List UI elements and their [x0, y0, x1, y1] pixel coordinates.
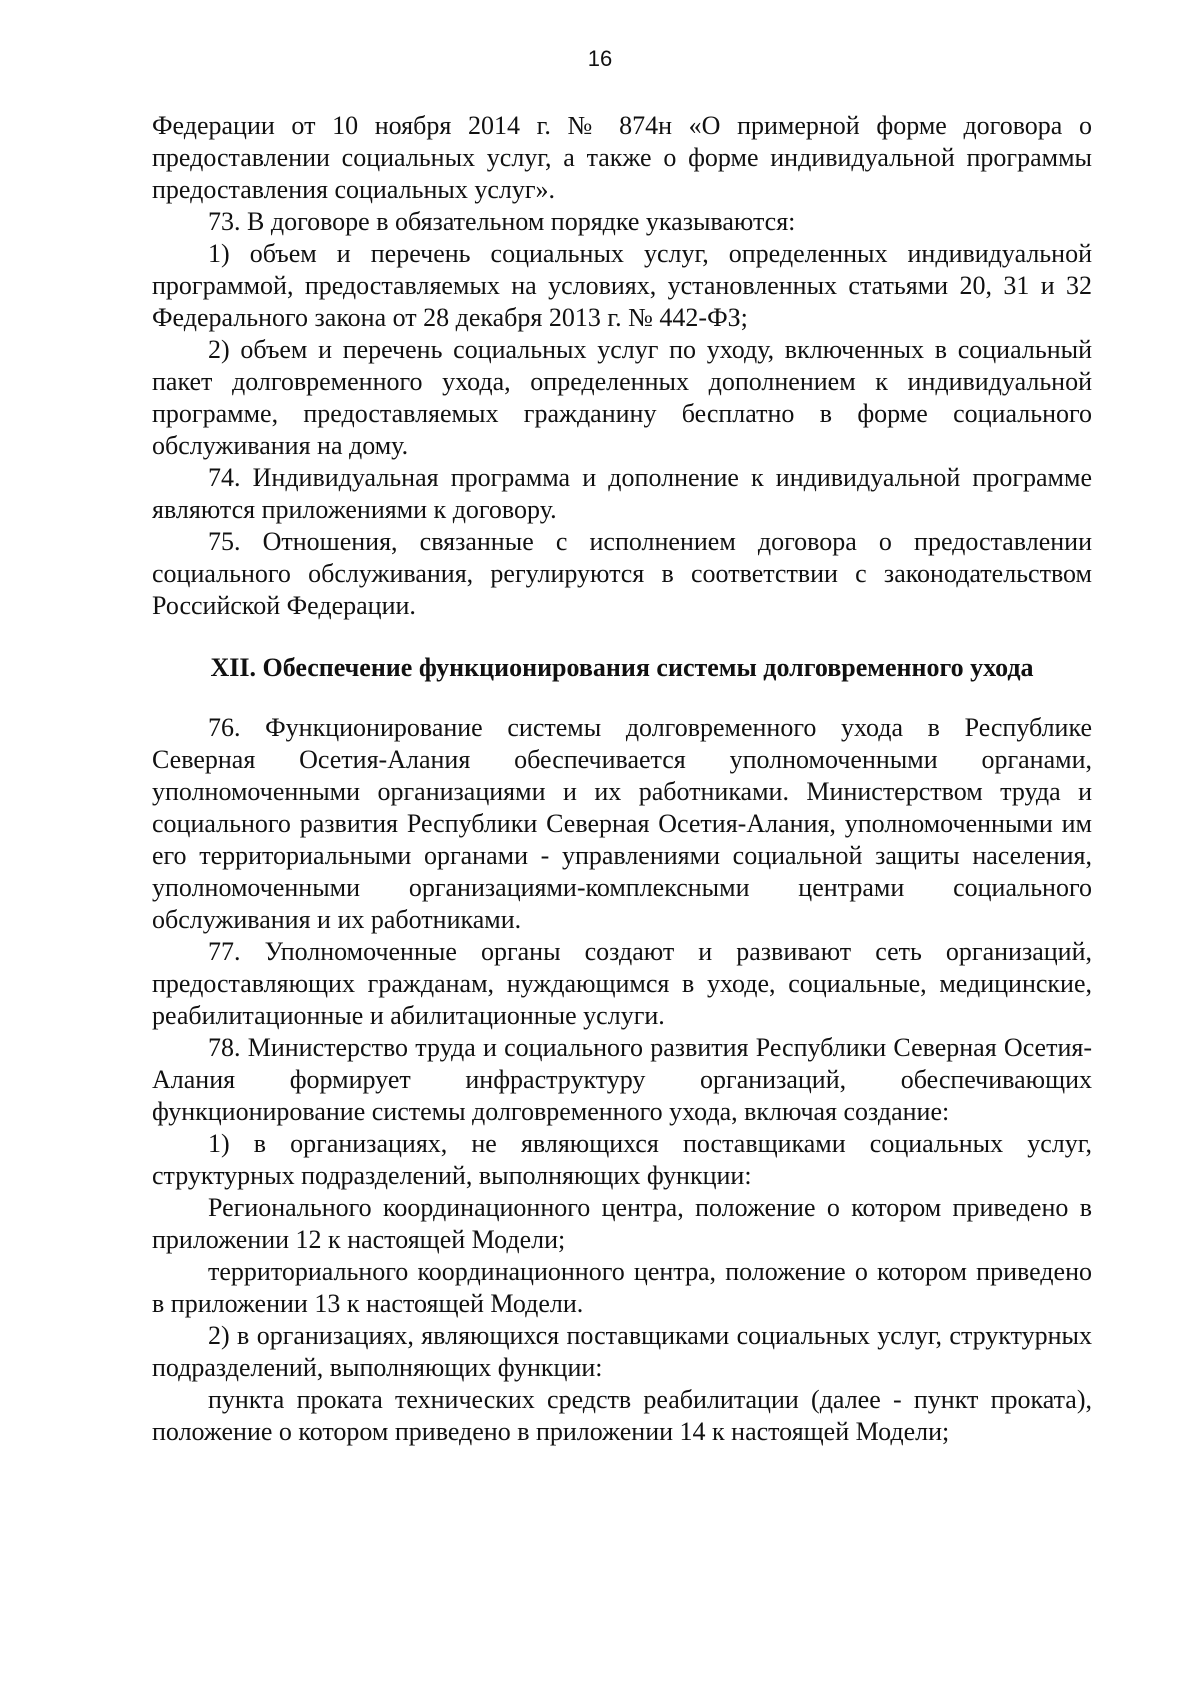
- paragraph-77: 77. Уполномоченные органы создают и развивают сеть организаций, предоставляющих гражданам, нуждающимся в уходе, социальные, медицинские, реабилитационные и абилитационные услуги.: [152, 937, 1092, 1030]
- paragraph-73: 73. В договоре в обязательном порядке указываются:: [208, 207, 796, 236]
- paragraph-76: 76. Функционирование системы долговременного ухода в Республике Северная Осетия-Алания обеспечивается уполномоченными органами, уполномоченными организациями и их работниками. Министерством труда и социального развития Республики Северная Осетия-Алания, уполномоченными им его территориальными органами - управлениями социальной защиты населения, уполномоченными организациями-комплексными центрами социального обслуживания и их работниками.: [152, 713, 1092, 934]
- paragraph-74: 74. Индивидуальная программа и дополнение к индивидуальной программе являются приложениями к договору.: [152, 463, 1092, 524]
- paragraph-78-item-1-regional-center: Регионального координационного центра, положение о котором приведено в приложении 12 к настоящей Модели;: [152, 1193, 1092, 1254]
- paragraph-78-item-1-territorial-center: территориального координационного центра, положение о котором приведено в приложении 13 к настоящей Модели.: [152, 1257, 1092, 1318]
- paragraph-78-item-2: 2) в организациях, являющихся поставщиками социальных услуг, структурных подразделений, выполняющих функции:: [152, 1321, 1092, 1382]
- paragraph-73-item-1: 1) объем и перечень социальных услуг, определенных индивидуальной программой, предоставляемых на условиях, установленных статьями 20, 31 и 32 Федерального закона от 28 декабря 2013 г. № 442-ФЗ;: [152, 239, 1092, 332]
- paragraph-75: 75. Отношения, связанные с исполнением договора о предоставлении социального обслуживания, регулируются в соответствии с законодательством Российской Федерации.: [152, 527, 1092, 620]
- paragraph-73-item-2: 2) объем и перечень социальных услуг по уходу, включенных в социальный пакет долговременного ухода, определенных дополнением к индивидуальной программе, предоставляемых гражданину бесплатно в форме социального обслуживания на дому.: [152, 335, 1092, 460]
- paragraph-continuation: Федерации от 10 ноября 2014 г. № 874н «О примерной форме договора о предоставлении социальных услуг, а также о форме индивидуальной программы предоставления социальных услуг».: [152, 111, 1092, 204]
- paragraph-78: 78. Министерство труда и социального развития Республики Северная Осетия-Алания формирует инфраструктуру организаций, обеспечивающих функционирование системы долговременного ухода, включая создание:: [152, 1033, 1092, 1126]
- paragraph-78-item-1: 1) в организациях, не являющихся поставщиками социальных услуг, структурных подразделений, выполняющих функции:: [152, 1129, 1092, 1190]
- page-number: 16: [587, 46, 613, 71]
- paragraph-78-item-2-rental-point: пункта проката технических средств реабилитации (далее - пункт проката), положение о котором приведено в приложении 14 к настоящей Модели;: [152, 1385, 1092, 1446]
- section-heading: XII. Обеспечение функционирования системы долговременного ухода: [210, 653, 1034, 682]
- document-body: [152, 110, 1092, 1448]
